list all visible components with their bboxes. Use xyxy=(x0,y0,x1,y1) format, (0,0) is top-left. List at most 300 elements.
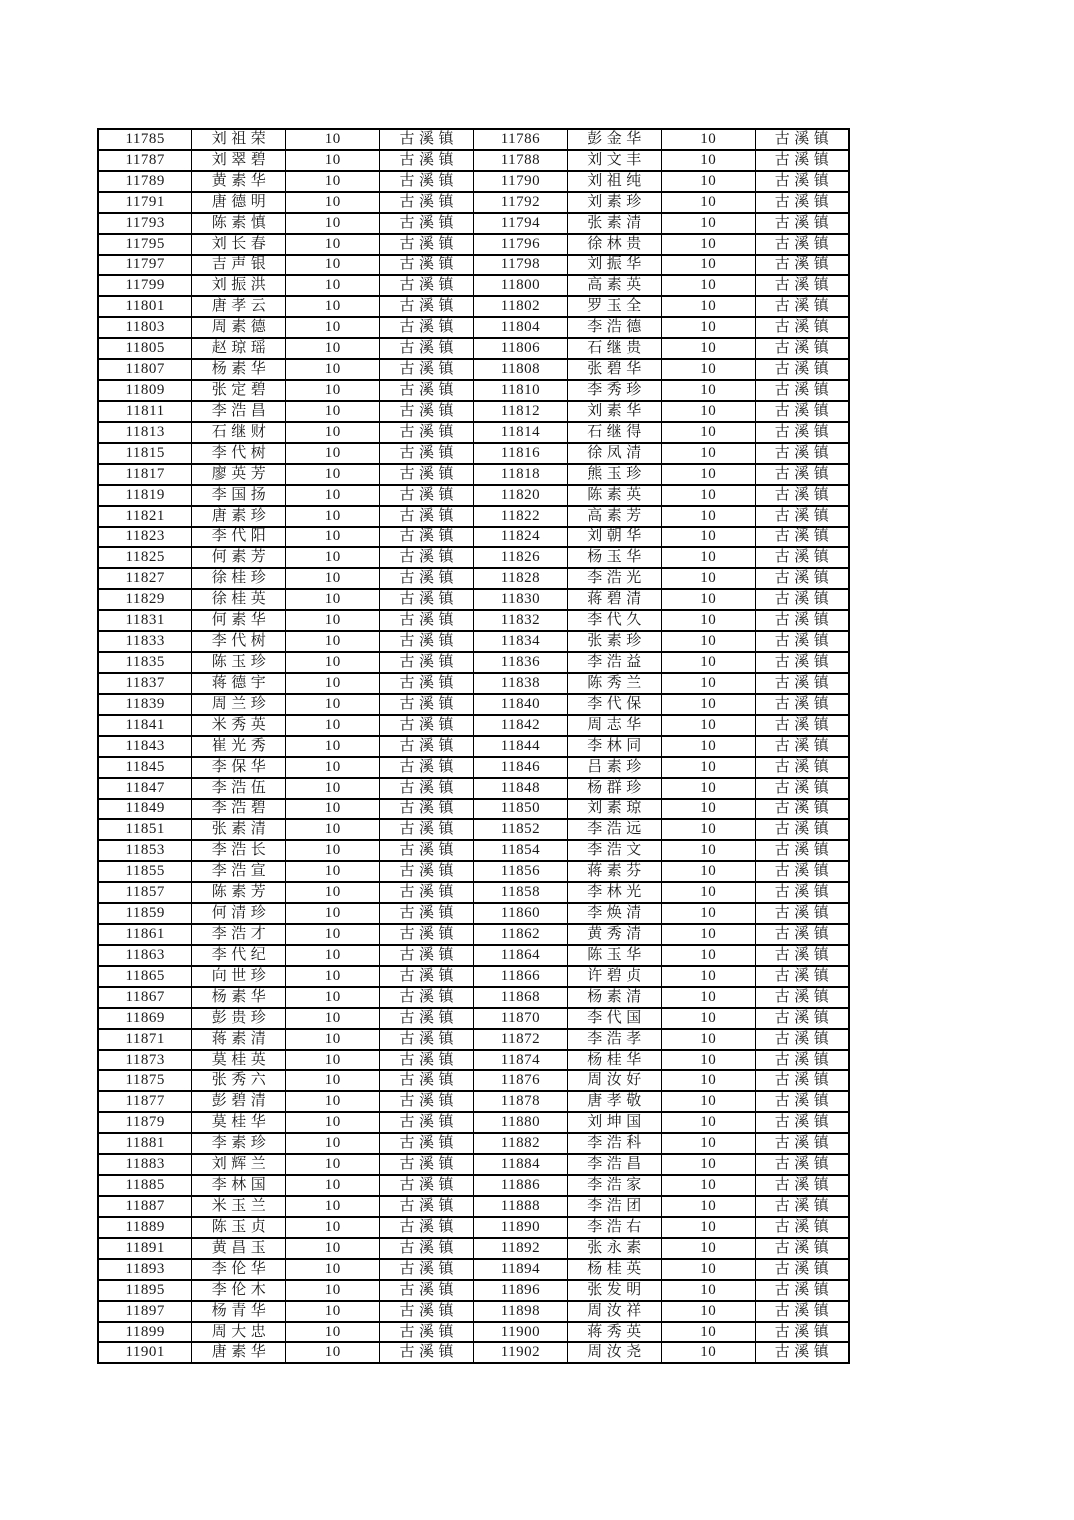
cell-town: 古溪镇 xyxy=(755,987,849,1008)
cell-quantity: 10 xyxy=(661,903,755,924)
cell-quantity: 10 xyxy=(286,861,380,882)
cell-quantity: 10 xyxy=(661,1196,755,1217)
cell-id: 11846 xyxy=(474,757,568,778)
cell-town: 古溪镇 xyxy=(755,1342,849,1363)
cell-town: 古溪镇 xyxy=(380,1196,474,1217)
cell-name: 李浩文 xyxy=(567,840,661,861)
cell-name: 李保华 xyxy=(192,757,286,778)
cell-name: 周汝祥 xyxy=(567,1301,661,1322)
cell-id: 11898 xyxy=(474,1301,568,1322)
cell-quantity: 10 xyxy=(661,401,755,422)
cell-name: 陈素芳 xyxy=(192,882,286,903)
cell-quantity: 10 xyxy=(286,1133,380,1154)
cell-town: 古溪镇 xyxy=(380,213,474,234)
cell-id: 11835 xyxy=(98,652,192,673)
cell-town: 古溪镇 xyxy=(755,527,849,548)
cell-name: 李浩右 xyxy=(567,1217,661,1238)
cell-town: 古溪镇 xyxy=(755,1029,849,1050)
cell-name: 李伦木 xyxy=(192,1280,286,1301)
cell-id: 11891 xyxy=(98,1238,192,1259)
cell-name: 张秀六 xyxy=(192,1070,286,1091)
table-row xyxy=(98,736,849,757)
cell-id: 11798 xyxy=(474,255,568,276)
cell-quantity: 10 xyxy=(286,840,380,861)
cell-quantity: 10 xyxy=(286,1112,380,1133)
cell-id: 11848 xyxy=(474,778,568,799)
cell-name: 李焕清 xyxy=(567,903,661,924)
cell-name: 刘朝华 xyxy=(567,527,661,548)
cell-town: 古溪镇 xyxy=(755,422,849,443)
cell-name: 石继财 xyxy=(192,422,286,443)
cell-town: 古溪镇 xyxy=(380,1175,474,1196)
cell-name: 陈玉珍 xyxy=(192,652,286,673)
cell-name: 刘素琼 xyxy=(567,799,661,820)
table-row xyxy=(98,234,849,255)
cell-name: 李浩科 xyxy=(567,1133,661,1154)
cell-name: 李代纪 xyxy=(192,945,286,966)
cell-name: 何素芳 xyxy=(192,547,286,568)
cell-quantity: 10 xyxy=(286,506,380,527)
cell-name: 徐桂英 xyxy=(192,589,286,610)
cell-quantity: 10 xyxy=(661,568,755,589)
cell-town: 古溪镇 xyxy=(755,757,849,778)
cell-town: 古溪镇 xyxy=(380,945,474,966)
table-row xyxy=(98,757,849,778)
cell-id: 11797 xyxy=(98,255,192,276)
cell-town: 古溪镇 xyxy=(755,1238,849,1259)
cell-quantity: 10 xyxy=(661,485,755,506)
cell-town: 古溪镇 xyxy=(755,1154,849,1175)
cell-id: 11807 xyxy=(98,359,192,380)
cell-town: 古溪镇 xyxy=(755,192,849,213)
cell-town: 古溪镇 xyxy=(380,840,474,861)
cell-name: 张素清 xyxy=(567,213,661,234)
cell-quantity: 10 xyxy=(661,840,755,861)
cell-id: 11888 xyxy=(474,1196,568,1217)
cell-name: 刘祖荣 xyxy=(192,129,286,150)
cell-town: 古溪镇 xyxy=(755,589,849,610)
cell-id: 11894 xyxy=(474,1259,568,1280)
cell-name: 杨素华 xyxy=(192,359,286,380)
cell-quantity: 10 xyxy=(661,736,755,757)
cell-quantity: 10 xyxy=(286,380,380,401)
cell-quantity: 10 xyxy=(286,443,380,464)
cell-town: 古溪镇 xyxy=(380,338,474,359)
table-row xyxy=(98,799,849,820)
cell-name: 李代国 xyxy=(567,1008,661,1029)
cell-id: 11801 xyxy=(98,296,192,317)
cell-quantity: 10 xyxy=(286,1342,380,1363)
cell-name: 莫桂华 xyxy=(192,1112,286,1133)
cell-name: 杨桂英 xyxy=(567,1259,661,1280)
cell-town: 古溪镇 xyxy=(755,317,849,338)
cell-name: 周素德 xyxy=(192,317,286,338)
table-row xyxy=(98,1112,849,1133)
cell-id: 11820 xyxy=(474,485,568,506)
cell-id: 11810 xyxy=(474,380,568,401)
cell-quantity: 10 xyxy=(286,171,380,192)
cell-quantity: 10 xyxy=(661,1029,755,1050)
cell-id: 11875 xyxy=(98,1070,192,1091)
cell-town: 古溪镇 xyxy=(380,296,474,317)
cell-id: 11844 xyxy=(474,736,568,757)
cell-quantity: 10 xyxy=(286,213,380,234)
cell-name: 张永素 xyxy=(567,1238,661,1259)
cell-id: 11800 xyxy=(474,275,568,296)
cell-quantity: 10 xyxy=(286,778,380,799)
cell-quantity: 10 xyxy=(661,924,755,945)
cell-town: 古溪镇 xyxy=(755,1259,849,1280)
cell-name: 李代保 xyxy=(567,694,661,715)
cell-quantity: 10 xyxy=(661,778,755,799)
cell-quantity: 10 xyxy=(661,945,755,966)
cell-name: 李浩远 xyxy=(567,819,661,840)
cell-quantity: 10 xyxy=(661,1133,755,1154)
cell-quantity: 10 xyxy=(286,547,380,568)
cell-name: 陈玉贞 xyxy=(192,1217,286,1238)
cell-name: 周兰珍 xyxy=(192,694,286,715)
cell-id: 11841 xyxy=(98,715,192,736)
cell-id: 11834 xyxy=(474,631,568,652)
cell-quantity: 10 xyxy=(661,757,755,778)
cell-id: 11816 xyxy=(474,443,568,464)
cell-id: 11840 xyxy=(474,694,568,715)
cell-id: 11803 xyxy=(98,317,192,338)
cell-name: 莫桂英 xyxy=(192,1050,286,1071)
cell-name: 周汝好 xyxy=(567,1070,661,1091)
cell-name: 杨玉华 xyxy=(567,547,661,568)
table-row xyxy=(98,547,849,568)
cell-id: 11896 xyxy=(474,1280,568,1301)
cell-quantity: 10 xyxy=(286,736,380,757)
cell-town: 古溪镇 xyxy=(755,903,849,924)
cell-name: 李浩昌 xyxy=(567,1154,661,1175)
cell-town: 古溪镇 xyxy=(380,924,474,945)
cell-id: 11856 xyxy=(474,861,568,882)
table-row xyxy=(98,1301,849,1322)
cell-id: 11843 xyxy=(98,736,192,757)
cell-town: 古溪镇 xyxy=(755,924,849,945)
cell-id: 11830 xyxy=(474,589,568,610)
cell-name: 何清珍 xyxy=(192,903,286,924)
cell-town: 古溪镇 xyxy=(755,380,849,401)
cell-id: 11873 xyxy=(98,1050,192,1071)
cell-town: 古溪镇 xyxy=(380,192,474,213)
cell-quantity: 10 xyxy=(286,568,380,589)
cell-town: 古溪镇 xyxy=(380,1112,474,1133)
cell-id: 11829 xyxy=(98,589,192,610)
cell-name: 唐孝敬 xyxy=(567,1091,661,1112)
cell-name: 李代久 xyxy=(567,610,661,631)
cell-quantity: 10 xyxy=(661,715,755,736)
cell-name: 李浩家 xyxy=(567,1175,661,1196)
cell-quantity: 10 xyxy=(661,1070,755,1091)
table-row xyxy=(98,527,849,548)
cell-town: 古溪镇 xyxy=(380,380,474,401)
table-row xyxy=(98,1154,849,1175)
cell-town: 古溪镇 xyxy=(380,443,474,464)
cell-quantity: 10 xyxy=(286,1196,380,1217)
cell-town: 古溪镇 xyxy=(755,547,849,568)
cell-id: 11878 xyxy=(474,1091,568,1112)
cell-town: 古溪镇 xyxy=(380,1217,474,1238)
cell-quantity: 10 xyxy=(661,673,755,694)
cell-id: 11786 xyxy=(474,129,568,150)
cell-town: 古溪镇 xyxy=(380,778,474,799)
table-row xyxy=(98,861,849,882)
cell-id: 11893 xyxy=(98,1259,192,1280)
cell-id: 11864 xyxy=(474,945,568,966)
cell-town: 古溪镇 xyxy=(380,715,474,736)
table-row xyxy=(98,213,849,234)
cell-quantity: 10 xyxy=(661,1008,755,1029)
cell-quantity: 10 xyxy=(661,380,755,401)
table-row xyxy=(98,778,849,799)
cell-name: 徐凤清 xyxy=(567,443,661,464)
cell-quantity: 10 xyxy=(661,1238,755,1259)
cell-quantity: 10 xyxy=(286,924,380,945)
cell-town: 古溪镇 xyxy=(380,882,474,903)
cell-name: 彭碧清 xyxy=(192,1091,286,1112)
cell-quantity: 10 xyxy=(286,464,380,485)
cell-name: 李浩孝 xyxy=(567,1029,661,1050)
cell-town: 古溪镇 xyxy=(380,1154,474,1175)
cell-id: 11788 xyxy=(474,150,568,171)
cell-id: 11885 xyxy=(98,1175,192,1196)
cell-quantity: 10 xyxy=(661,234,755,255)
cell-id: 11828 xyxy=(474,568,568,589)
cell-quantity: 10 xyxy=(286,1322,380,1343)
cell-town: 古溪镇 xyxy=(755,652,849,673)
cell-quantity: 10 xyxy=(286,631,380,652)
cell-town: 古溪镇 xyxy=(755,1091,849,1112)
cell-quantity: 10 xyxy=(661,799,755,820)
cell-name: 陈素英 xyxy=(567,485,661,506)
cell-town: 古溪镇 xyxy=(380,1029,474,1050)
table-row xyxy=(98,380,849,401)
table-row xyxy=(98,192,849,213)
table-row xyxy=(98,1280,849,1301)
table-row xyxy=(98,1008,849,1029)
cell-quantity: 10 xyxy=(286,1091,380,1112)
cell-name: 高素英 xyxy=(567,275,661,296)
cell-name: 熊玉珍 xyxy=(567,464,661,485)
cell-town: 古溪镇 xyxy=(755,1175,849,1196)
cell-name: 杨桂华 xyxy=(567,1050,661,1071)
cell-id: 11791 xyxy=(98,192,192,213)
cell-id: 11897 xyxy=(98,1301,192,1322)
cell-name: 李浩碧 xyxy=(192,799,286,820)
cell-town: 古溪镇 xyxy=(380,129,474,150)
cell-town: 古溪镇 xyxy=(755,506,849,527)
cell-name: 赵琼瑶 xyxy=(192,338,286,359)
cell-id: 11802 xyxy=(474,296,568,317)
cell-town: 古溪镇 xyxy=(755,945,849,966)
cell-name: 向世珍 xyxy=(192,966,286,987)
table-row xyxy=(98,715,849,736)
cell-name: 蒋碧清 xyxy=(567,589,661,610)
cell-id: 11823 xyxy=(98,527,192,548)
table-row xyxy=(98,1217,849,1238)
cell-id: 11821 xyxy=(98,506,192,527)
cell-town: 古溪镇 xyxy=(380,799,474,820)
cell-town: 古溪镇 xyxy=(380,987,474,1008)
cell-quantity: 10 xyxy=(286,819,380,840)
table-row xyxy=(98,652,849,673)
table-row xyxy=(98,1070,849,1091)
cell-id: 11838 xyxy=(474,673,568,694)
cell-town: 古溪镇 xyxy=(380,317,474,338)
table-row xyxy=(98,840,849,861)
cell-name: 黄秀清 xyxy=(567,924,661,945)
cell-town: 古溪镇 xyxy=(755,234,849,255)
cell-quantity: 10 xyxy=(286,1217,380,1238)
cell-quantity: 10 xyxy=(661,694,755,715)
cell-town: 古溪镇 xyxy=(755,799,849,820)
cell-name: 刘振洪 xyxy=(192,275,286,296)
cell-quantity: 10 xyxy=(286,673,380,694)
cell-id: 11886 xyxy=(474,1175,568,1196)
cell-town: 古溪镇 xyxy=(380,1091,474,1112)
cell-name: 李浩德 xyxy=(567,317,661,338)
cell-name: 崔光秀 xyxy=(192,736,286,757)
table-row xyxy=(98,485,849,506)
cell-town: 古溪镇 xyxy=(755,213,849,234)
cell-town: 古溪镇 xyxy=(380,568,474,589)
cell-name: 李浩伍 xyxy=(192,778,286,799)
cell-name: 石继得 xyxy=(567,422,661,443)
cell-quantity: 10 xyxy=(286,757,380,778)
cell-quantity: 10 xyxy=(661,882,755,903)
table-row xyxy=(98,1091,849,1112)
cell-id: 11869 xyxy=(98,1008,192,1029)
cell-id: 11825 xyxy=(98,547,192,568)
cell-id: 11824 xyxy=(474,527,568,548)
table-row xyxy=(98,1342,849,1363)
cell-quantity: 10 xyxy=(661,171,755,192)
cell-town: 古溪镇 xyxy=(380,589,474,610)
cell-quantity: 10 xyxy=(661,422,755,443)
cell-id: 11901 xyxy=(98,1342,192,1363)
cell-name: 周汝尧 xyxy=(567,1342,661,1363)
cell-name: 蒋德宇 xyxy=(192,673,286,694)
cell-town: 古溪镇 xyxy=(755,1112,849,1133)
cell-name: 黄素华 xyxy=(192,171,286,192)
cell-name: 吕素珍 xyxy=(567,757,661,778)
table-row xyxy=(98,275,849,296)
cell-name: 徐桂珍 xyxy=(192,568,286,589)
cell-name: 唐素华 xyxy=(192,1342,286,1363)
cell-quantity: 10 xyxy=(661,547,755,568)
cell-id: 11792 xyxy=(474,192,568,213)
table-row xyxy=(98,150,849,171)
cell-quantity: 10 xyxy=(286,422,380,443)
cell-id: 11790 xyxy=(474,171,568,192)
cell-name: 彭金华 xyxy=(567,129,661,150)
cell-name: 杨群珍 xyxy=(567,778,661,799)
cell-id: 11811 xyxy=(98,401,192,422)
cell-quantity: 10 xyxy=(661,275,755,296)
cell-name: 刘素华 xyxy=(567,401,661,422)
cell-town: 古溪镇 xyxy=(380,1070,474,1091)
cell-id: 11853 xyxy=(98,840,192,861)
cell-name: 李秀珍 xyxy=(567,380,661,401)
cell-town: 古溪镇 xyxy=(755,1070,849,1091)
table-row xyxy=(98,255,849,276)
cell-id: 11819 xyxy=(98,485,192,506)
cell-town: 古溪镇 xyxy=(380,1280,474,1301)
cell-id: 11849 xyxy=(98,799,192,820)
cell-name: 徐林贵 xyxy=(567,234,661,255)
cell-town: 古溪镇 xyxy=(380,736,474,757)
cell-id: 11892 xyxy=(474,1238,568,1259)
cell-id: 11808 xyxy=(474,359,568,380)
cell-name: 李素珍 xyxy=(192,1133,286,1154)
cell-id: 11883 xyxy=(98,1154,192,1175)
cell-name: 李浩益 xyxy=(567,652,661,673)
cell-name: 蒋素清 xyxy=(192,1029,286,1050)
cell-town: 古溪镇 xyxy=(755,401,849,422)
cell-name: 廖英芳 xyxy=(192,464,286,485)
cell-id: 11874 xyxy=(474,1050,568,1071)
cell-name: 米玉兰 xyxy=(192,1196,286,1217)
cell-town: 古溪镇 xyxy=(380,1301,474,1322)
cell-quantity: 10 xyxy=(661,1050,755,1071)
cell-id: 11884 xyxy=(474,1154,568,1175)
cell-name: 李浩宣 xyxy=(192,861,286,882)
table-row xyxy=(98,1029,849,1050)
cell-name: 周大忠 xyxy=(192,1322,286,1343)
cell-town: 古溪镇 xyxy=(755,694,849,715)
cell-name: 杨青华 xyxy=(192,1301,286,1322)
cell-town: 古溪镇 xyxy=(380,527,474,548)
table-row xyxy=(98,819,849,840)
cell-id: 11895 xyxy=(98,1280,192,1301)
cell-id: 11863 xyxy=(98,945,192,966)
cell-name: 张素珍 xyxy=(567,631,661,652)
cell-name: 李代树 xyxy=(192,443,286,464)
table-row xyxy=(98,401,849,422)
table-row xyxy=(98,296,849,317)
cell-id: 11806 xyxy=(474,338,568,359)
cell-quantity: 10 xyxy=(286,1050,380,1071)
cell-town: 古溪镇 xyxy=(755,359,849,380)
cell-town: 古溪镇 xyxy=(755,1133,849,1154)
table-row xyxy=(98,317,849,338)
cell-name: 陈秀兰 xyxy=(567,673,661,694)
cell-town: 古溪镇 xyxy=(755,631,849,652)
cell-town: 古溪镇 xyxy=(380,150,474,171)
cell-name: 刘翠碧 xyxy=(192,150,286,171)
table-row xyxy=(98,359,849,380)
cell-town: 古溪镇 xyxy=(755,296,849,317)
cell-town: 古溪镇 xyxy=(755,610,849,631)
cell-quantity: 10 xyxy=(286,715,380,736)
roster-table xyxy=(97,128,850,1364)
cell-name: 李林光 xyxy=(567,882,661,903)
cell-id: 11817 xyxy=(98,464,192,485)
cell-quantity: 10 xyxy=(286,1259,380,1280)
cell-name: 李代树 xyxy=(192,631,286,652)
cell-id: 11814 xyxy=(474,422,568,443)
cell-quantity: 10 xyxy=(661,192,755,213)
cell-quantity: 10 xyxy=(286,945,380,966)
cell-id: 11881 xyxy=(98,1133,192,1154)
cell-id: 11858 xyxy=(474,882,568,903)
cell-id: 11866 xyxy=(474,966,568,987)
cell-name: 李代阳 xyxy=(192,527,286,548)
cell-town: 古溪镇 xyxy=(755,1217,849,1238)
